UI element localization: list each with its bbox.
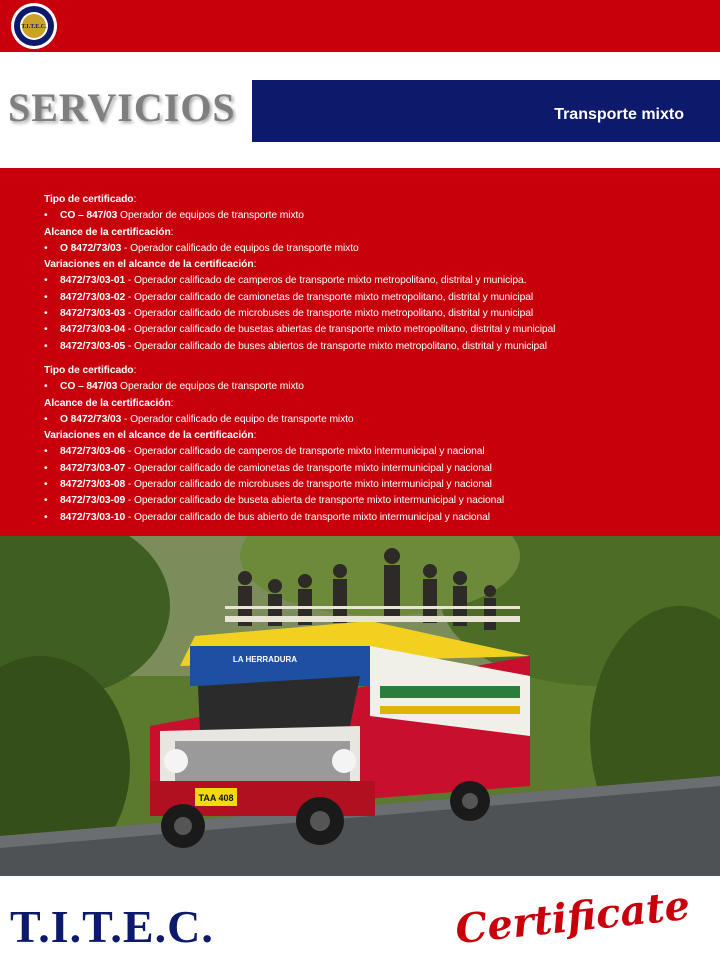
item-text: - Operador calificado de microbuses de transporte mixto metropolitano, distrital y municipal xyxy=(125,308,534,320)
item-code: 8472/73/03-01 xyxy=(60,275,126,287)
item-text: - Operador calificado de camionetas de transporte mixto metropolitano, distrital y municipal xyxy=(125,291,534,303)
section-label xyxy=(44,192,700,208)
section-label-text: Tipo de certificado xyxy=(44,364,134,376)
bus-banner: LA HERRADURA xyxy=(232,655,298,664)
section-label-text: Alcance de la certificación xyxy=(44,226,171,238)
bullet-icon: • xyxy=(44,275,48,287)
bullet-icon: • xyxy=(44,381,48,393)
bullet-icon: • xyxy=(44,291,48,303)
section-label-colon: : xyxy=(170,397,174,409)
list-item xyxy=(44,273,700,289)
page-title-block xyxy=(0,80,720,144)
list-item xyxy=(44,493,700,509)
item-code: 8472/73/03-04 xyxy=(60,324,126,336)
item-text: - Operador calificado de equipos de transporte mixto xyxy=(121,242,359,254)
bullet-icon: • xyxy=(44,495,48,507)
list-item xyxy=(44,290,700,306)
section-label-text: Alcance de la certificación xyxy=(44,397,171,409)
item-code: 8472/73/03-07 xyxy=(60,462,126,474)
certification-group xyxy=(44,192,700,355)
item-code: 8472/73/03-08 xyxy=(60,479,126,491)
footer-brand: T.I.T.E.C. xyxy=(10,901,214,952)
item-code: 8472/73/03-05 xyxy=(60,340,126,352)
section-label xyxy=(44,257,700,273)
section-label-colon: : xyxy=(133,194,137,205)
bullet-icon: • xyxy=(44,413,48,425)
list-item xyxy=(44,241,700,257)
page-title: SERVICIOS xyxy=(8,85,236,130)
item-code: 8472/73/03-10 xyxy=(60,511,126,523)
item-code: CO – 847/03 xyxy=(60,381,118,393)
bullet-icon: • xyxy=(44,210,48,222)
list-item xyxy=(44,477,700,493)
license-plate: TAA 408 xyxy=(198,793,234,803)
section-label-text: Variaciones en el alcance de la certificación xyxy=(44,430,254,442)
item-text: Operador de equipos de transporte mixto xyxy=(117,381,304,393)
certification-groups xyxy=(44,192,700,526)
section-label-text: Variaciones en el alcance de la certificación xyxy=(44,259,254,271)
item-code: 8472/73/03-06 xyxy=(60,446,126,458)
page-subtitle: Transporte mixto xyxy=(554,106,684,123)
header-bar xyxy=(0,0,720,52)
bus-photo xyxy=(0,536,720,876)
item-code: O 8472/73/03 xyxy=(60,413,122,425)
item-text: - Operador calificado de bus abierto de transporte mixto intermunicipal y nacional xyxy=(125,511,490,523)
section-label-colon: : xyxy=(253,430,257,442)
item-code: O 8472/73/03 xyxy=(60,242,122,254)
item-text: - Operador calificado de camperos de transporte mixto intermunicipal y nacional xyxy=(125,446,485,458)
section-label xyxy=(44,363,700,379)
list-item xyxy=(44,208,700,224)
company-seal-logo xyxy=(10,2,58,50)
bullet-icon: • xyxy=(44,324,48,336)
certification-panel xyxy=(0,168,720,536)
list-item xyxy=(44,444,700,460)
seal-text: T.I.T.E.C. xyxy=(21,24,47,30)
bullet-icon: • xyxy=(44,446,48,458)
item-code: 8472/73/03-03 xyxy=(60,308,126,320)
list-item xyxy=(44,379,700,395)
item-code: 8472/73/03-09 xyxy=(60,495,126,507)
item-text: - Operador calificado de camionetas de transporte mixto intermunicipal y nacional xyxy=(125,462,492,474)
bullet-icon: • xyxy=(44,511,48,523)
item-text: - Operador calificado de camperos de transporte mixto metropolitano, distrital y municipa. xyxy=(125,275,527,287)
section-label xyxy=(44,225,700,241)
certification-group xyxy=(44,363,700,526)
certificate-logo: Certificate xyxy=(452,881,692,954)
item-text: - Operador calificado de microbuses de transporte mixto intermunicipal y nacional xyxy=(125,479,492,491)
bullet-icon: • xyxy=(44,462,48,474)
title-banner xyxy=(252,80,720,142)
item-text: - Operador calificado de buseta abierta de transporte mixto intermunicipal y nacional xyxy=(125,495,505,507)
section-label xyxy=(44,428,700,444)
item-text: Operador de equipos de transporte mixto xyxy=(117,210,304,222)
bullet-icon: • xyxy=(44,308,48,320)
section-label-colon: : xyxy=(133,364,137,376)
list-item xyxy=(44,322,700,338)
list-item xyxy=(44,306,700,322)
item-text: - Operador calificado de busetas abiertas de transporte mixto metropolitano, distrital y municipal xyxy=(125,324,556,336)
bullet-icon: • xyxy=(44,479,48,491)
footer xyxy=(0,876,720,960)
bullet-icon: • xyxy=(44,340,48,352)
item-code: CO – 847/03 xyxy=(60,210,118,222)
section-label-colon: : xyxy=(170,226,174,238)
list-item xyxy=(44,461,700,477)
section-label-colon: : xyxy=(253,259,257,271)
section-label xyxy=(44,396,700,412)
section-label-text: Tipo de certificado xyxy=(44,194,134,205)
list-item xyxy=(44,510,700,526)
list-item xyxy=(44,339,700,355)
item-text: - Operador calificado de equipo de transporte mixto xyxy=(121,413,354,425)
list-item xyxy=(44,412,700,428)
bullet-icon: • xyxy=(44,242,48,254)
item-code: 8472/73/03-02 xyxy=(60,291,126,303)
item-text: - Operador calificado de buses abiertos de transporte mixto metropolitano, distrital y municipal xyxy=(125,340,547,352)
